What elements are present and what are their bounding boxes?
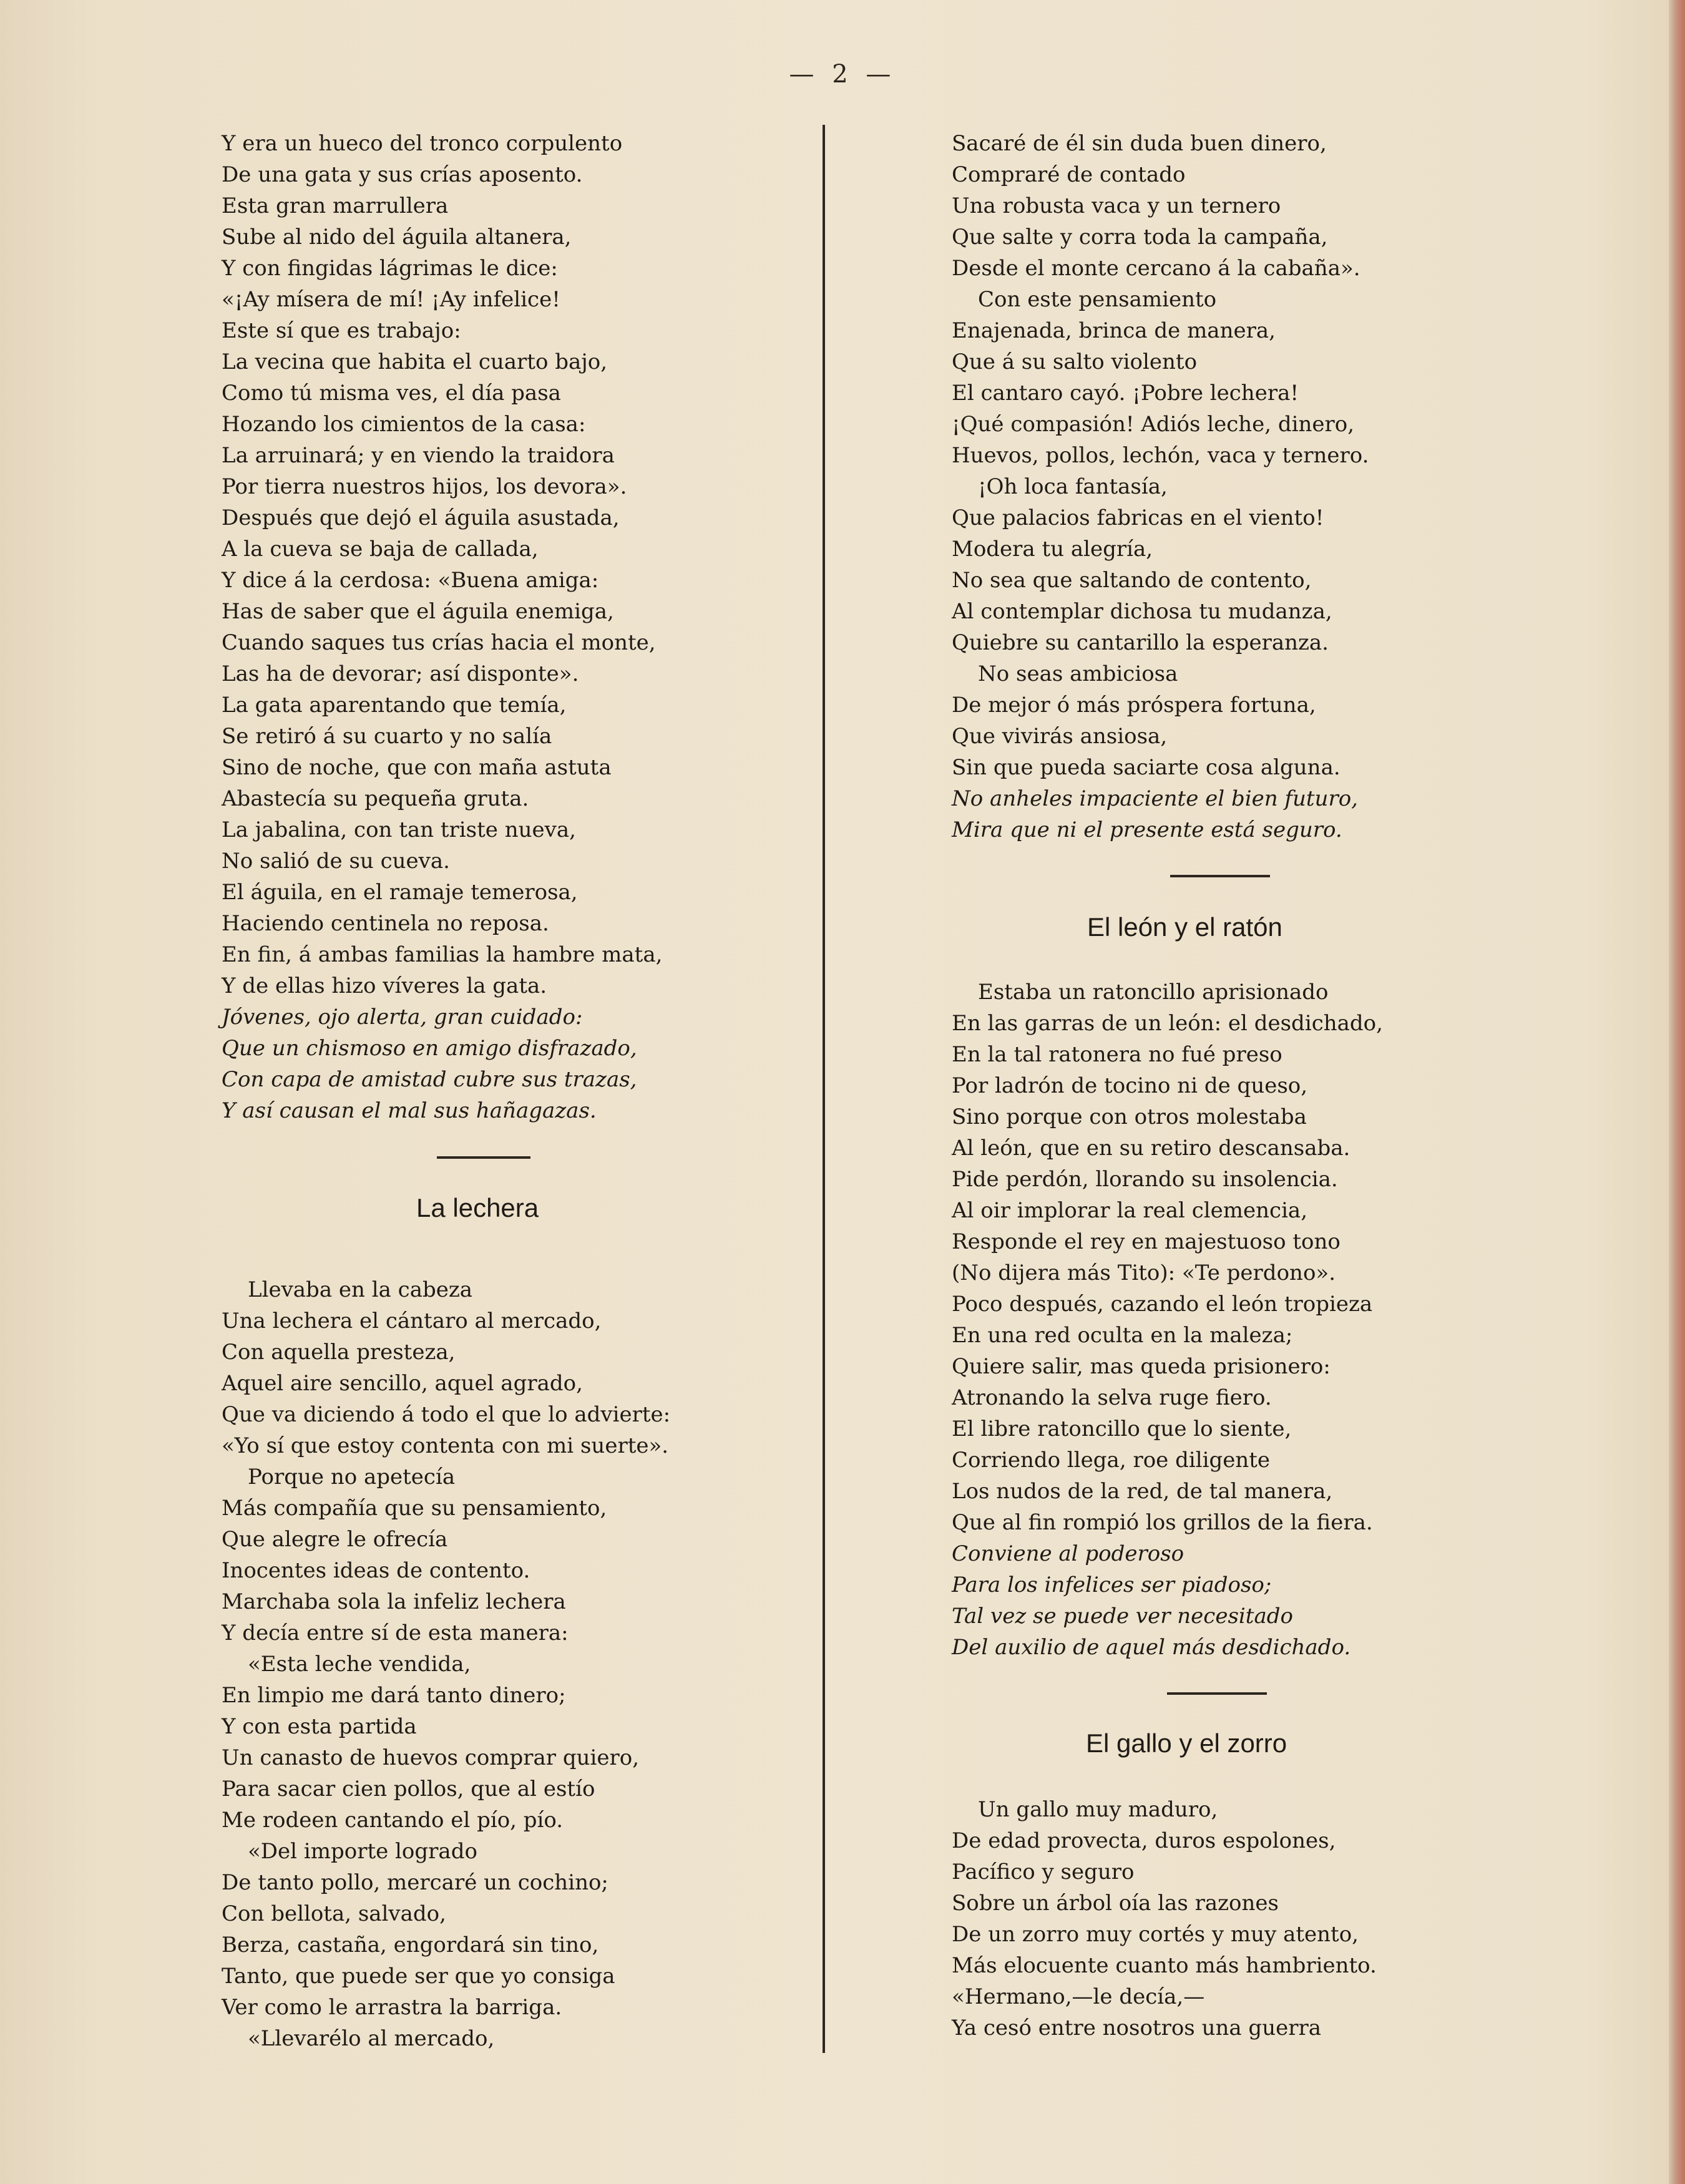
section-divider [1167,1692,1267,1695]
verse-line: En fin, á ambas familias la hambre mata, [222,942,663,967]
verse-line: «Del importe logrado [248,1839,477,1864]
verse-line: Inocentes ideas de contento. [222,1558,530,1583]
verse-line: Huevos, pollos, lechón, vaca y ternero. [952,443,1369,468]
section-divider [437,1156,530,1159]
verse-line: Compraré de contado [952,162,1186,187]
verse-line: Enajenada, brinca de manera, [952,318,1276,343]
verse-line: Este sí que es trabajo: [222,318,461,343]
verse-line: Poco después, cazando el león tropieza [952,1292,1373,1317]
moral-line: Del auxilio de aquel más desdichado. [952,1635,1351,1660]
verse-line: Sobre un árbol oía las razones [952,1891,1279,1916]
verse-line: Un gallo muy maduro, [978,1797,1218,1822]
verse-line: De edad provecta, duros espolones, [952,1828,1336,1853]
verse-line: Marchaba sola la infeliz lechera [222,1589,566,1614]
verse-line: Ya cesó entre nosotros una guerra [952,2016,1321,2040]
verse-line: Esta gran marrullera [222,193,449,218]
verse-line: Y de ellas hizo víveres la gata. [222,973,547,998]
verse-line: Que va diciendo á todo el que lo advierte: [222,1402,671,1427]
moral-line: Y así causan el mal sus hañagazas. [222,1098,597,1123]
verse-line: Corriendo llega, roe diligente [952,1448,1271,1473]
verse-line: La arruinará; y en viendo la traidora [222,443,615,468]
moral-line: Mira que ni el presente está seguro. [952,817,1342,842]
verse-line: Llevaba en la cabeza [248,1277,473,1302]
verse-line: Sino de noche, que con maña astuta [222,755,612,780]
verse-line: Con bellota, salvado, [222,1901,446,1926]
moral-line: Conviene al poderoso [952,1541,1184,1566]
verse-line: «Yo sí que estoy contenta con mi suerte». [222,1433,669,1458]
verse-line: «Llevarélo al mercado, [248,2026,495,2051]
verse-line: Que vivirás ansiosa, [952,724,1168,749]
verse-line: Que á su salto violento [952,349,1198,374]
verse-line: Al oir implorar la real clemencia, [952,1198,1308,1223]
verse-line: ¡Qué compasión! Adiós leche, dinero, [952,412,1355,437]
verse-line: Para sacar cien pollos, que al estío [222,1777,595,1801]
poem-title: El gallo y el zorro [1086,1728,1287,1758]
verse-line: Como tú misma ves, el día pasa [222,381,561,406]
verse-line: Que salte y corra toda la campaña, [952,225,1328,250]
verse-line: ¡Oh loca fantasía, [978,474,1168,499]
verse-line: En limpio me dará tanto dinero; [222,1683,566,1708]
page-number: — 2 — [789,60,896,89]
verse-line: El águila, en el ramaje temerosa, [222,880,578,905]
verse-line: Un canasto de huevos comprar quiero, [222,1745,640,1770]
verse-line: No salió de su cueva. [222,849,450,874]
verse-line: Y dice á la cerdosa: «Buena amiga: [222,568,599,593]
poem-title: La lechera [416,1193,539,1222]
verse-line: Una robusta vaca y un ternero [952,193,1281,218]
moral-line: Jóvenes, ojo alerta, gran cuidado: [222,1005,583,1030]
verse-line: (No dijera más Tito): «Te perdono». [952,1260,1336,1285]
verse-line: Hozando los cimientos de la casa: [222,412,586,437]
verse-line: Por tierra nuestros hijos, los devora». [222,474,627,499]
moral-line: Para los infelices ser piadoso; [952,1572,1272,1597]
verse-line: La vecina que habita el cuarto bajo, [222,349,608,374]
verse-line: Responde el rey en majestuoso tono [952,1229,1341,1254]
verse-line: Más compañía que su pensamiento, [222,1496,607,1521]
verse-line: Por ladrón de tocino ni de queso, [952,1073,1308,1098]
verse-line: Porque no apetecía [248,1465,456,1489]
moral-line: No anheles impaciente el bien futuro, [952,786,1358,811]
verse-line: El cantaro cayó. ¡Pobre lechera! [952,381,1299,406]
verse-line: Abastecía su pequeña gruta. [222,786,529,811]
verse-line: «¡Ay mísera de mí! ¡Ay infelice! [222,287,560,312]
verse-line: Sino porque con otros molestaba [952,1104,1307,1129]
verse-line: Los nudos de la red, de tal manera, [952,1479,1333,1504]
verse-line: Y con fingidas lágrimas le dice: [222,256,558,281]
verse-line: Al contemplar dichosa tu mudanza, [952,599,1332,624]
verse-line: Se retiró á su cuarto y no salía [222,724,552,749]
verse-line: Sin que pueda saciarte cosa alguna. [952,755,1341,780]
verse-line: Que alegre le ofrecía [222,1527,448,1552]
verse-line: «Esta leche vendida, [248,1652,471,1677]
verse-line: Con aquella presteza, [222,1340,456,1365]
verse-line: En la tal ratonera no fué preso [952,1042,1282,1067]
verse-line: Pide perdón, llorando su insolencia. [952,1167,1338,1192]
verse-line: Me rodeen cantando el pío, pío. [222,1808,564,1833]
verse-line: El libre ratoncillo que lo siente, [952,1416,1292,1441]
verse-line: No seas ambiciosa [978,661,1178,686]
verse-line: Al león, que en su retiro descansaba. [952,1136,1350,1161]
verse-line: La gata aparentando que temía, [222,693,567,718]
moral-line: Con capa de amistad cubre sus trazas, [222,1067,637,1092]
verse-line: Desde el monte cercano á la cabaña». [952,256,1360,281]
verse-line: Una lechera el cántaro al mercado, [222,1309,602,1333]
verse-line: Has de saber que el águila enemiga, [222,599,614,624]
verse-line: Quiere salir, mas queda prisionero: [952,1354,1331,1379]
verse-line: Haciendo centinela no reposa. [222,911,549,936]
section-divider [1170,875,1270,877]
verse-line: Después que dejó el águila asustada, [222,505,620,530]
verse-line: A la cueva se baja de callada, [222,537,539,562]
moral-line: Que un chismoso en amigo disfrazado, [222,1036,637,1061]
verse-line: Pacífico y seguro [952,1860,1135,1884]
verse-line: Sube al nido del águila altanera, [222,225,572,250]
verse-line: Que al fin rompió los grillos de la fiera. [952,1510,1373,1535]
verse-line: Con este pensamiento [978,287,1217,312]
verse-line: Estaba un ratoncillo aprisionado [978,980,1329,1005]
verse-line: De una gata y sus crías aposento. [222,162,583,187]
verse-line: Atronando la selva ruge fiero. [952,1385,1272,1410]
verse-line: Ver como le arrastra la barriga. [222,1995,562,2020]
verse-line: Berza, castaña, engordará sin tino, [222,1933,599,1957]
verse-line: Modera tu alegría, [952,537,1153,562]
verse-line: De un zorro muy cortés y muy atento, [952,1922,1359,1947]
verse-line: Más elocuente cuanto más hambriento. [952,1953,1377,1978]
verse-line: Quiebre su cantarillo la esperanza. [952,630,1329,655]
verse-line: «Hermano,—le decía,— [952,1984,1205,2009]
verse-line: Aquel aire sencillo, aquel agrado, [222,1371,583,1396]
verse-line: En las garras de un león: el desdichado, [952,1011,1383,1036]
column-divider [823,125,825,2053]
page-edge [1669,0,1685,2184]
verse-line: Y decía entre sí de esta manera: [222,1621,569,1645]
verse-line: De tanto pollo, mercaré un cochino; [222,1870,608,1895]
poem-title: El león y el ratón [1087,912,1282,942]
verse-line: No sea que saltando de contento, [952,568,1312,593]
verse-line: En una red oculta en la maleza; [952,1323,1293,1348]
verse-line: De mejor ó más próspera fortuna, [952,693,1316,718]
verse-line: Tanto, que puede ser que yo consiga [222,1964,615,1989]
verse-line: La jabalina, con tan triste nueva, [222,817,576,842]
verse-line: Sacaré de él sin duda buen dinero, [952,131,1327,156]
verse-line: Y era un hueco del tronco corpulento [222,131,623,156]
verse-line: Cuando saques tus crías hacia el monte, [222,630,656,655]
verse-line: Las ha de devorar; así disponte». [222,661,579,686]
verse-line: Y con esta partida [222,1714,417,1739]
verse-line: Que palacios fabricas en el viento! [952,505,1324,530]
moral-line: Tal vez se puede ver necesitado [952,1604,1293,1629]
